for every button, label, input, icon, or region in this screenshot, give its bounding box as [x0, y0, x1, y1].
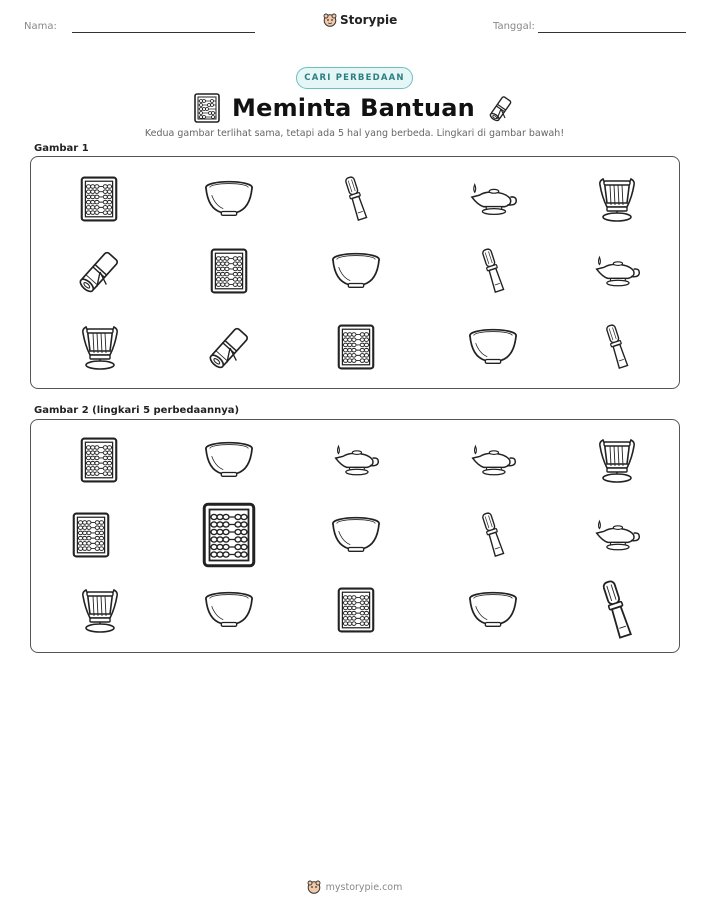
name-label: Nama: — [24, 21, 57, 32]
abacus-icon — [210, 248, 248, 294]
date-field-line[interactable] — [538, 32, 686, 33]
chisel-icon — [343, 172, 369, 226]
bowl-icon[interactable] — [204, 590, 254, 630]
page-title: Meminta Bantuan — [232, 94, 475, 122]
footer — [0, 880, 709, 894]
scroll-icon — [487, 93, 515, 123]
oil-lamp-icon — [593, 254, 641, 288]
picture-2-panel[interactable] — [30, 419, 680, 653]
lyre-icon[interactable] — [79, 586, 121, 634]
bowl-icon[interactable] — [204, 440, 254, 480]
bowl-icon — [331, 251, 381, 291]
name-field-line[interactable] — [72, 32, 255, 33]
storypie-mascot-icon — [307, 880, 321, 894]
picture-2-label: Gambar 2 (lingkari 5 perbedaannya) — [34, 405, 240, 416]
abacus-icon[interactable] — [201, 502, 257, 568]
worksheet-header — [0, 0, 709, 50]
bowl-icon[interactable] — [468, 590, 518, 630]
footer-site: mystorypie.com — [325, 881, 403, 893]
activity-badge: CARI PERBEDAAN — [296, 67, 413, 89]
date-label: Tanggal: — [493, 21, 535, 32]
scroll-icon — [204, 323, 254, 371]
bowl-icon — [204, 179, 254, 219]
picture-1-panel — [30, 156, 680, 389]
abacus-icon — [194, 93, 220, 123]
lyre-icon — [596, 175, 638, 223]
abacus-icon — [80, 176, 118, 222]
instructions: Kedua gambar terlihat sama, tetapi ada 5 hal yang berbeda. Lingkari di gambar bawah! — [144, 128, 565, 139]
brand-name: Storypie — [340, 13, 398, 27]
abacus-icon[interactable] — [337, 587, 375, 633]
oil-lamp-icon[interactable] — [469, 443, 517, 477]
chisel-icon[interactable] — [480, 508, 506, 562]
abacus-icon — [337, 324, 375, 370]
title-row — [0, 92, 709, 124]
chisel-icon — [480, 244, 506, 298]
oil-lamp-icon[interactable] — [332, 443, 380, 477]
chisel-icon — [604, 320, 630, 374]
bowl-icon — [468, 327, 518, 367]
lyre-icon — [79, 323, 121, 371]
abacus-icon[interactable] — [72, 512, 110, 558]
oil-lamp-icon — [468, 181, 518, 217]
abacus-icon[interactable] — [80, 437, 118, 483]
storypie-mascot-icon — [323, 13, 337, 27]
picture-1-label: Gambar 1 — [34, 143, 89, 154]
brand-logo — [323, 13, 397, 27]
scroll-icon — [74, 247, 124, 295]
lyre-icon[interactable] — [596, 436, 638, 484]
chisel-icon[interactable] — [600, 575, 634, 645]
bowl-icon[interactable] — [331, 515, 381, 555]
oil-lamp-icon[interactable] — [593, 518, 641, 552]
